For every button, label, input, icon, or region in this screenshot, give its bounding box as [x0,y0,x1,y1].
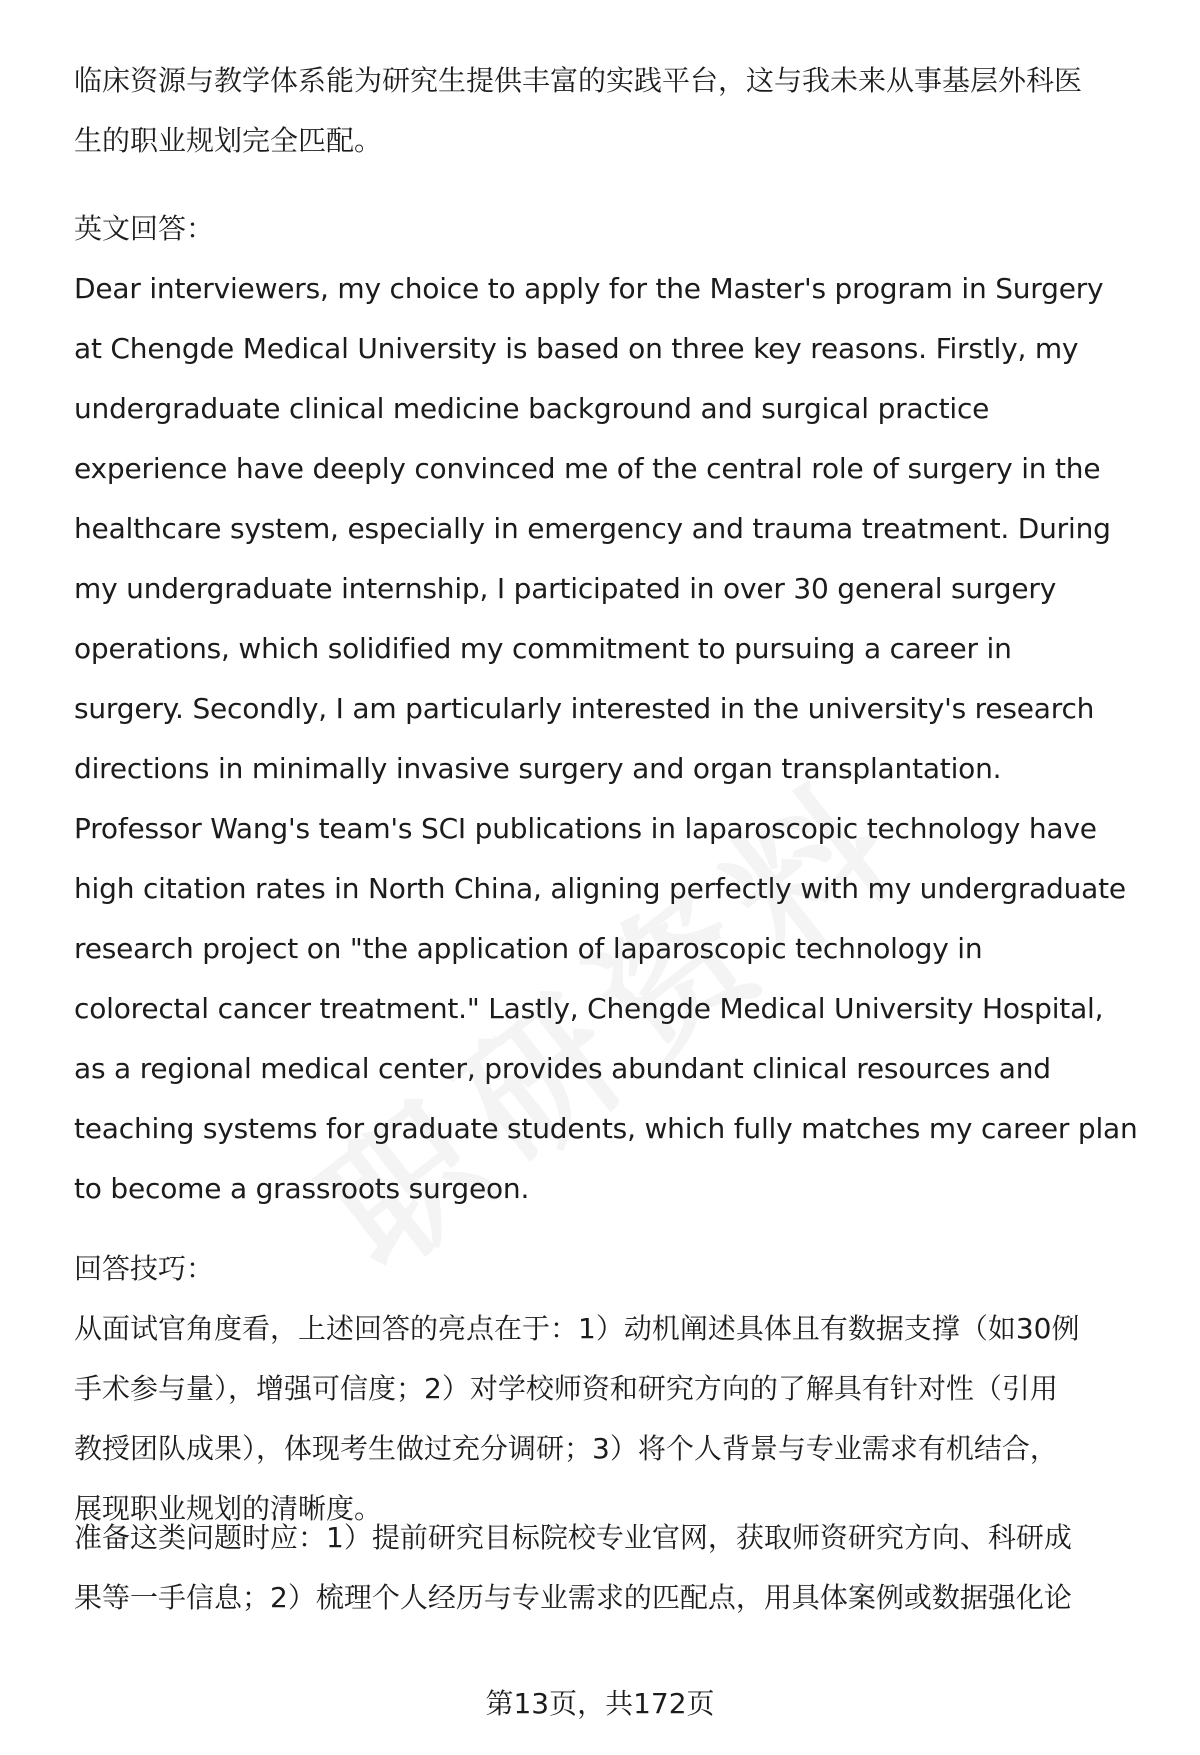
text-line: 准备这类问题时应：1）提前研究目标院校专业官网，获取师资研究方向、科研成 [74,1521,1072,1554]
text-line: 展现职业规划的清晰度。 [74,1492,383,1525]
text-line: research project on "the application of laparoscopic technology in [74,932,983,965]
text-line: colorectal cancer treatment." Lastly, Chengde Medical University Hospital, [74,992,1104,1025]
text-line: directions in minimally invasive surgery and organ transplantation. [74,752,1002,785]
text-line: 从面试官角度看，上述回答的亮点在于：1）动机阐述具体且有数据支撑（如30例 [74,1312,1080,1345]
tips-paragraph [74,1299,1164,1539]
preparation-paragraph [74,1508,1164,1628]
text-line: as a regional medical center, provides abundant clinical resources and [74,1052,1051,1085]
text-line: 生的职业规划完全匹配。 [74,124,383,157]
text-line: operations, which solidified my commitment to pursuing a career in [74,632,1012,665]
english-answer-paragraph [74,259,1164,1219]
section-heading: 回答技巧： [74,1252,215,1285]
tips-heading [74,1239,1164,1299]
english-answer-heading [74,199,1164,259]
text-line: healthcare system, especially in emergency and trauma treatment. During [74,512,1111,545]
text-line: high citation rates in North China, aligning perfectly with my undergraduate [74,872,1126,905]
text-line: teaching systems for graduate students, which fully matches my career plan [74,1112,1138,1145]
text-line: 教授团队成果），体现考生做过充分调研；3）将个人背景与专业需求有机结合， [74,1432,1058,1465]
text-line: 临床资源与教学体系能为研究生提供丰富的实践平台，这与我未来从事基层外科医 [74,64,1083,97]
text-line: at Chengde Medical University is based on three key reasons. Firstly, my [74,332,1079,365]
page-number-footer: 第13页，共172页 [485,1687,715,1720]
text-line: 果等一手信息；2）梳理个人经历与专业需求的匹配点，用具体案例或数据强化论 [74,1581,1072,1614]
text-line: Professor Wang's team's SCI publications in laparoscopic technology have [74,812,1097,845]
text-line: experience have deeply convinced me of the central role of surgery in the [74,452,1101,485]
text-line: my undergraduate internship, I participated in over 30 general surgery [74,572,1057,605]
text-line: surgery. Secondly, I am particularly interested in the university's research [74,692,1095,725]
text-line: Dear interviewers, my choice to apply for the Master's program in Surgery [74,272,1104,305]
text-line: undergraduate clinical medicine background and surgical practice [74,392,990,425]
text-line: to become a grassroots surgeon. [74,1172,530,1205]
text-line: 手术参与量），增强可信度；2）对学校师资和研究方向的了解具有针对性（引用 [74,1372,1058,1405]
continuation-paragraph [74,51,1164,171]
section-heading: 英文回答： [74,212,215,245]
